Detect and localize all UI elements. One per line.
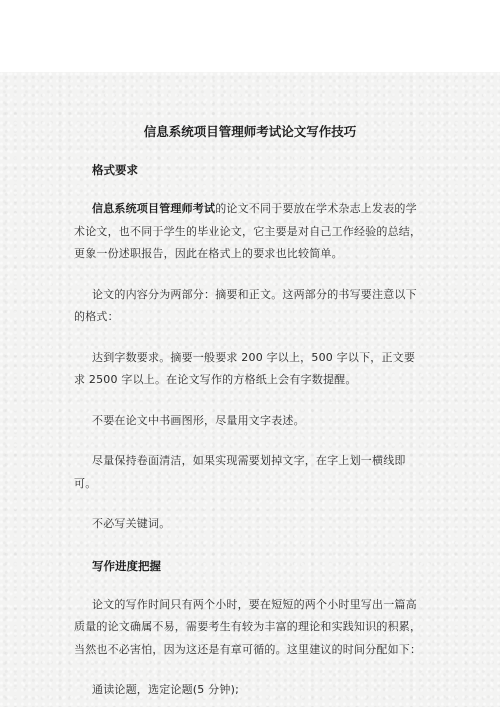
document-body: [74, 72, 426, 702]
section-heading-progress: 写作进度把握: [92, 558, 161, 573]
paragraph-intro: [74, 198, 426, 266]
intro-bold-text: 信息系统项目管理师考试: [92, 202, 216, 215]
paragraph-clean-page: 尽量保持卷面清洁，如果实现需要划掉文字，在字上划一横线即可。: [74, 454, 406, 490]
document-title: 信息系统项目管理师考试论文写作技巧: [143, 124, 357, 139]
paragraph-time-allocation: 论文的写作时间只有两个小时，要在短短的两个小时里写出一篇高质量的论文确属不易，需要考生有较为丰富的理论和实践知识的积累，当然也不必害怕，因为这还是有章可循的。这里建议的时间分配如下：: [74, 597, 422, 656]
paragraph-no-figures: 不要在论文中书画图形，尽量用文字表述。: [92, 413, 305, 427]
paragraph-no-keywords: 不必写关键词。: [92, 517, 171, 530]
intro-text: 的论文不同于要放在学术杂志上发表的学术论文，也不同于学生的毕业论文，它主要是对自己工作经验的总结，更象一份述职报告，因此在格式上的要求也比较简单。: [74, 202, 422, 260]
section-heading-format: 格式要求: [92, 163, 138, 177]
paragraph-word-count: 达到字数要求。摘要一般要求 200 字以上，500 字以下，正文要求 2500 字以上。在论文写作的方格纸上会有字数提醒。: [74, 350, 416, 386]
paragraph-content-parts: 论文的内容分为两部分：摘要和正文。这两部分的书写要注意以下的格式：: [74, 287, 417, 323]
paragraph-read-topics: 通读论题，选定论题(5 分钟);: [92, 683, 239, 696]
